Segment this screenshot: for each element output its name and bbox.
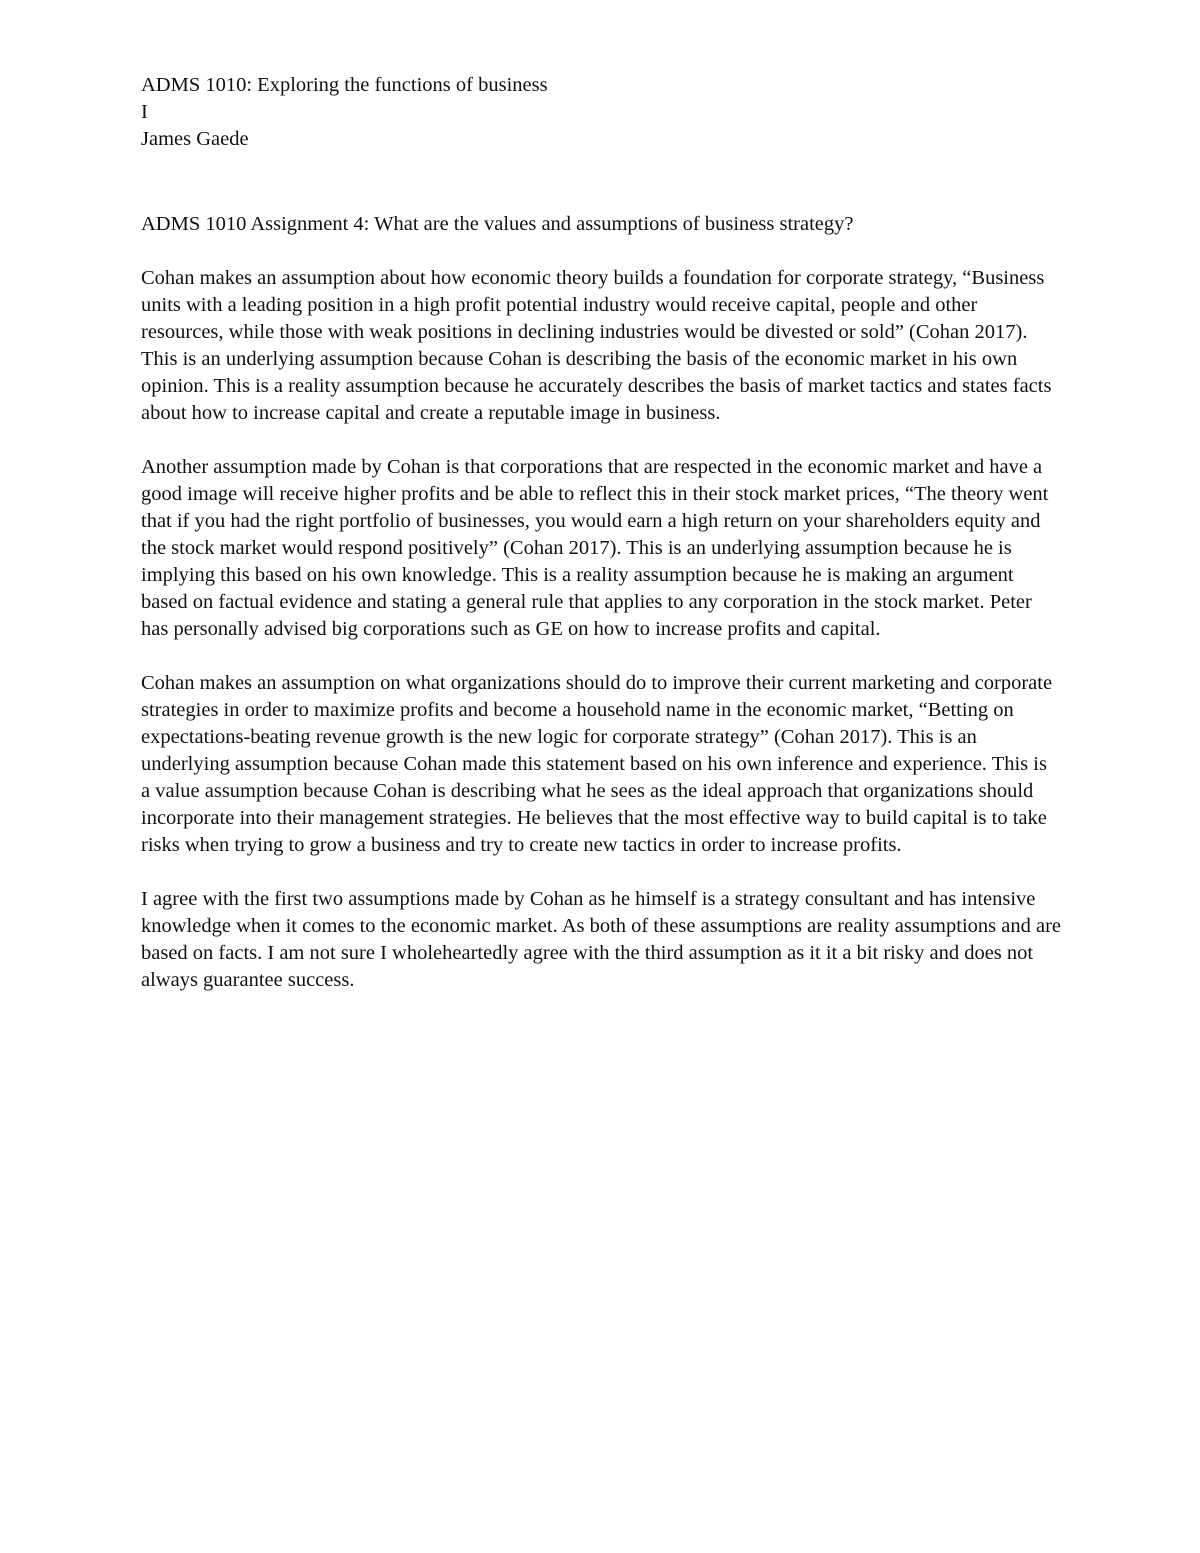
paragraph-1: Cohan makes an assumption about how economic theory builds a foundation for corporate strategy, “Business units with a leading position in a high profit potential industry would receive capital, people and other resources, while those with weak positions in declining industries would be divested or sold” (Cohan 2017). This is an underlying assumption because Cohan is describing the basis of the economic market in his own opinion. This is a reality assumption because he accurately describes the basis of market tactics and states facts about how to increase capital and create a reputable image in business. (141, 267, 1052, 424)
author-name: James Gaede (141, 128, 249, 150)
paragraph-3: Cohan makes an assumption on what organizations should do to improve their current marketing and corporate strategies in order to maximize profits and become a household name in the economic market, “Betting on expectations-beating revenue growth is the new logic for corporate strategy” (Cohan 2017). This is an underlying assumption because Cohan made this statement based on his own inference and experience. This is a value assumption because Cohan is describing what he sees as the ideal approach that organizations should incorporate into their management strategies. He believes that the most effective way to build capital is to take risks when trying to grow a business and try to create new tactics in order to increase profits. (141, 672, 1053, 856)
assignment-title: ADMS 1010 Assignment 4: What are the values and assumptions of business strategy? (141, 213, 854, 235)
section-label: I (141, 101, 148, 123)
paragraph-2: Another assumption made by Cohan is that corporations that are respected in the economic market and have a good image will receive higher profits and be able to reflect this in their stock market prices, “The theory went that if you had the right portfolio of businesses, you would earn a high return on your shareholders equity and the stock market would respond positively” (Cohan 2017). This is an underlying assumption because he is implying this based on his own knowledge. This is a reality assumption because he is making an argument based on factual evidence and stating a general rule that applies to any corporation in the stock market. Peter has personally advised big corporations such as GE on how to increase profits and capital. (141, 456, 1049, 640)
document-body (141, 72, 1061, 994)
course-title: ADMS 1010: Exploring the functions of business (141, 74, 548, 96)
paragraph-4: I agree with the first two assumptions made by Cohan as he himself is a strategy consultant and has intensive knowledge when it comes to the economic market. As both of these assumptions are reality assumptions and are based on facts. I am not sure I wholeheartedly agree with the third assumption as it it a bit risky and does not always guarantee success. (141, 888, 1061, 991)
